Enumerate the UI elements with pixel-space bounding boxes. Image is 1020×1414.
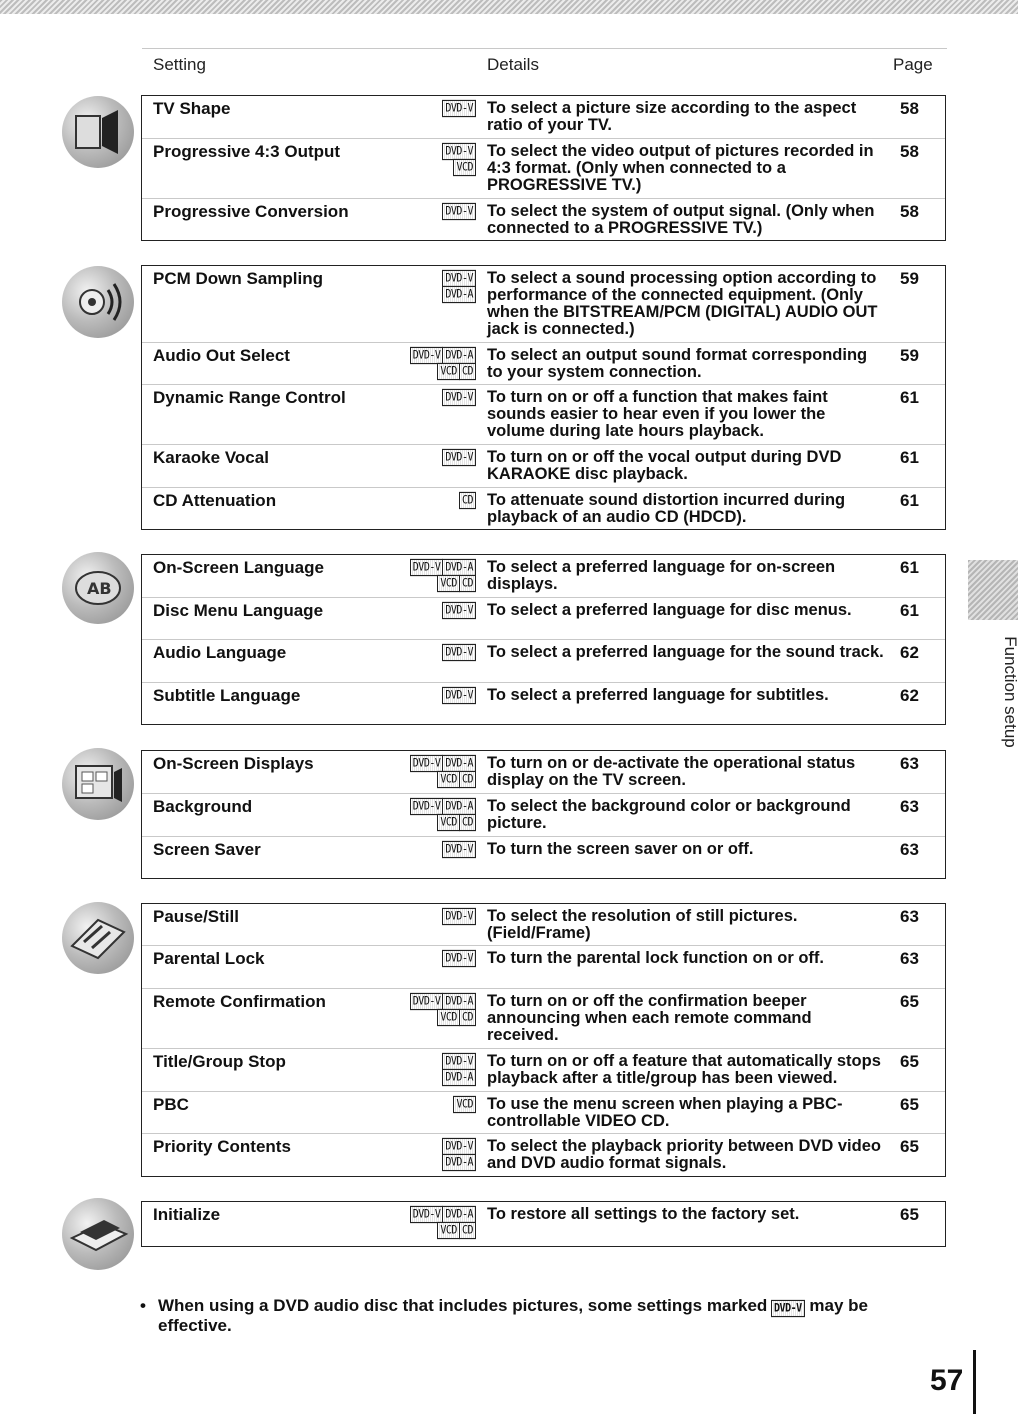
setting-row [142,946,945,989]
setting-details: To select the playback priority between DVD video and DVD audio format signals. [487,1137,881,1172]
disc-type-badge: VCD [437,363,460,380]
speaker-icon [62,266,134,338]
setting-row [142,1049,945,1092]
disc-type-badge: DVD-A [442,755,476,772]
settings-group-picture [141,95,946,241]
setting-details: To attenuate sound distortion incurred during playback of an audio CD (HDCD). [487,491,846,526]
settings-group-audio [141,265,946,530]
disc-type-badge: DVD-A [442,347,476,364]
setting-name: Progressive Conversion [153,202,349,221]
setting-name: Karaoke Vocal [153,448,269,467]
setting-name: On-Screen Language [153,558,324,577]
disc-type-badges [392,450,476,465]
disc-type-badges [392,1054,476,1085]
page-reference: 63 [900,797,919,816]
disc-type-badge: CD [459,363,476,380]
disc-type-badge: DVD-V [410,798,444,815]
footnote-bullet: • [140,1296,146,1315]
page-reference: 61 [900,491,919,510]
setting-column-header: Setting [153,55,206,74]
setting-details: To turn on or off the vocal output during DVD KARAOKE disc playback. [487,448,842,483]
page-reference: 63 [900,754,919,773]
setting-details: To select a preferred language for the sound track. [487,643,884,661]
setting-name: Screen Saver [153,840,261,859]
page-reference: 58 [900,99,919,118]
disc-type-badge: VCD [437,814,460,831]
setting-details: To select a preferred language for subtitles. [487,686,829,704]
disc-type-badges [392,1139,476,1170]
tv-shape-icon [62,96,134,168]
operation-icon [62,902,134,974]
disc-type-badge: CD [459,814,476,831]
disc-type-badges [392,348,476,379]
disc-type-badge: DVD-V [442,841,476,858]
page-reference: 63 [900,949,919,968]
setting-row [142,1134,945,1178]
setting-details: To use the menu screen when playing a PBC-controllable VIDEO CD. [487,1095,843,1130]
setting-row [142,139,945,199]
page-reference: 58 [900,142,919,161]
setting-details: To restore all settings to the factory set. [487,1205,800,1223]
setting-details: To select the system of output signal. (Only when connected to a PROGRESSIVE TV.) [487,202,875,237]
page-reference: 59 [900,269,919,288]
footnote-badge: DVD-V [771,1300,805,1317]
disc-type-badge: DVD-V [442,100,476,117]
setting-row [142,794,945,837]
settings-group-display [141,750,946,879]
disc-type-badge: CD [459,1009,476,1026]
disc-type-badge: DVD-V [410,1206,444,1223]
setting-row [142,266,945,343]
setting-row [142,751,945,794]
page-reference: 61 [900,448,919,467]
setting-name: Remote Confirmation [153,992,326,1011]
setting-name: Dynamic Range Control [153,388,346,407]
disc-type-badge: DVD-A [442,1069,476,1086]
setting-row [142,199,945,242]
disc-type-badge: DVD-V [410,347,444,364]
setting-name: Background [153,797,253,816]
setting-name: Initialize [153,1205,221,1224]
setting-row [142,555,945,598]
disc-type-badges [392,756,476,787]
disc-type-badge: VCD [437,575,460,592]
disc-type-badge: DVD-V [442,1138,476,1155]
page-number: 57 [930,1364,964,1397]
page-reference: 62 [900,686,919,705]
disc-type-badges [392,603,476,618]
disc-type-badge: DVD-A [442,1206,476,1223]
page-reference: 61 [900,558,919,577]
setting-name: PCM Down Sampling [153,269,323,288]
page-reference: 61 [900,388,919,407]
setting-row [142,1092,945,1134]
disc-type-badge: VCD [437,771,460,788]
setting-details: To select the background color or background picture. [487,797,851,832]
settings-group-operation [141,903,946,1177]
page-reference: 65 [900,1095,919,1114]
disc-type-badge: CD [459,492,476,509]
setting-details: To select the video output of pictures recorded in 4:3 format. (Only when connected to a PROGRESSIVE TV.) [487,142,874,194]
disc-type-badge: VCD [437,1009,460,1026]
setting-name: PBC [153,1095,189,1114]
disc-type-badges [392,909,476,924]
page-reference: 65 [900,992,919,1011]
disc-type-badges [392,688,476,703]
disc-type-badges [392,951,476,966]
setting-details: To select an output sound format corresponding to your system connection. [487,346,868,381]
setting-row [142,904,945,946]
disc-type-badges [392,271,476,302]
disc-type-badges [392,1207,476,1238]
setting-name: Parental Lock [153,949,265,968]
setting-name: Audio Language [153,643,287,662]
page-reference: 62 [900,643,919,662]
page-reference: 63 [900,907,919,926]
disc-type-badge: DVD-A [442,286,476,303]
disc-type-badges [392,101,476,116]
language-icon [62,552,134,624]
page-reference: 65 [900,1137,919,1156]
column-header [142,48,947,89]
setting-details: To select a preferred language for on-screen displays. [487,558,836,593]
disc-type-badge: DVD-V [442,908,476,925]
disc-type-badge: DVD-V [410,559,444,576]
setting-details: To turn on or de-activate the operational status display on the TV screen. [487,754,856,789]
disc-type-badge: DVD-V [442,687,476,704]
disc-type-badges [392,1097,476,1112]
setting-details: To turn on or off a feature that automatically stops playback after a title/group has been viewed. [487,1052,881,1087]
setting-name: TV Shape [153,99,231,118]
settings-group-language [141,554,946,725]
disc-type-badges [392,799,476,830]
setting-details: To turn on or off the confirmation beeper announcing when each remote command received. [487,992,812,1044]
disc-type-badge: DVD-V [442,203,476,220]
initialize-icon [62,1198,134,1270]
page-reference: 63 [900,840,919,859]
page-column-header: Page [893,55,933,74]
disc-type-badge: DVD-V [442,389,476,406]
section-side-label: Function setup [1001,636,1020,748]
disc-type-badge: VCD [437,1222,460,1239]
disc-type-badge: DVD-V [410,755,444,772]
top-decorative-band [0,0,1018,14]
setting-row [142,837,945,880]
setting-row [142,488,945,531]
disc-type-badge: CD [459,771,476,788]
setting-row [142,683,945,726]
setting-details: To select a preferred language for disc menus. [487,601,852,619]
setting-name: Pause/Still [153,907,239,926]
setting-details: To select the resolution of still pictures. (Field/Frame) [487,907,798,942]
disc-type-badge: DVD-V [442,644,476,661]
disc-type-badge: DVD-V [442,950,476,967]
disc-type-badges [392,645,476,660]
disc-type-badge: VCD [453,159,476,176]
disc-type-badge: DVD-V [442,449,476,466]
setting-row [142,640,945,683]
setting-name: Progressive 4:3 Output [153,142,341,161]
page-reference: 59 [900,346,919,365]
disc-type-badge: DVD-A [442,798,476,815]
setting-name: On-Screen Displays [153,754,314,773]
setting-row [142,598,945,640]
disc-type-badge: DVD-V [442,143,476,160]
footnote-text-before: When using a DVD audio disc that includes pictures, some settings marked [158,1296,768,1315]
disc-type-badges [392,842,476,857]
page-reference: 65 [900,1052,919,1071]
page-reference: 65 [900,1205,919,1224]
setting-row [142,989,945,1049]
disc-type-badges [392,144,476,175]
disc-type-badge: DVD-V [442,602,476,619]
setting-name: Audio Out Select [153,346,290,365]
disc-type-badge: DVD-V [410,993,444,1010]
disc-type-badges [392,204,476,219]
disc-type-badge: DVD-A [442,1154,476,1171]
disc-type-badge: DVD-V [442,270,476,287]
disc-type-badges [392,560,476,591]
setting-name: Disc Menu Language [153,601,324,620]
disc-type-badge: DVD-A [442,993,476,1010]
setting-row [142,1202,945,1246]
settings-group-initialize [141,1201,946,1247]
display-icon [62,748,134,820]
setting-details: To turn on or off a function that makes faint sounds easier to hear even if you lower the volume during late hours playback. [487,388,828,440]
disc-type-badge: CD [459,1222,476,1239]
disc-type-badge: DVD-V [442,1053,476,1070]
footnote [140,1296,940,1336]
setting-row [142,96,945,139]
disc-type-badges [392,390,476,405]
page-number-bar [973,1350,976,1414]
disc-type-badge: CD [459,575,476,592]
details-column-header: Details [487,55,539,74]
svg-text:AB: AB [87,579,112,598]
setting-name: Subtitle Language [153,686,301,705]
setting-name: Priority Contents [153,1137,291,1156]
setting-row [142,343,945,385]
setting-name: CD Attenuation [153,491,277,510]
setting-name: Title/Group Stop [153,1052,286,1071]
setting-details: To select a sound processing option according to performance of the connected equipment. (Only when the BITSTREAM/PCM (DIGITAL) AUDIO OUT jack is connected.) [487,269,878,338]
disc-type-badge: DVD-A [442,559,476,576]
disc-type-badges [392,493,476,508]
disc-type-badge: VCD [453,1096,476,1113]
setting-row [142,445,945,488]
section-tab-marker [968,560,1018,620]
setting-details: To turn the screen saver on or off. [487,840,754,858]
footnote-text-after: may be effective. [158,1296,868,1335]
page-reference: 61 [900,601,919,620]
setting-details: To select a picture size according to the aspect ratio of your TV. [487,99,857,134]
disc-type-badges [392,994,476,1025]
setting-row [142,385,945,445]
page-reference: 58 [900,202,919,221]
setting-details: To turn the parental lock function on or off. [487,949,825,967]
